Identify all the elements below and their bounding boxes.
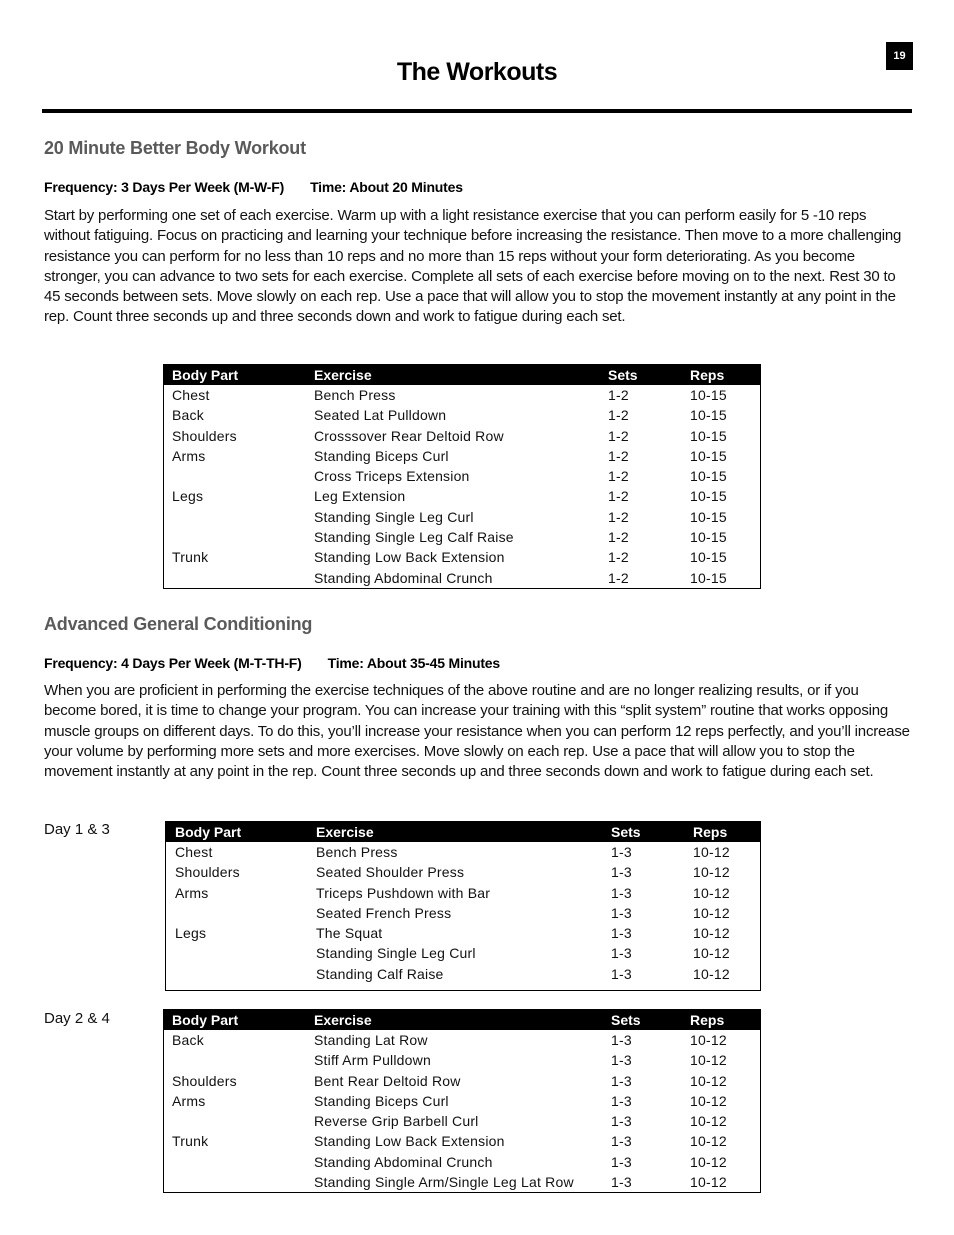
cell-exercise: Bench Press xyxy=(314,387,396,403)
header-reps: Reps xyxy=(690,1012,725,1028)
cell-reps: 10-12 xyxy=(690,1174,727,1191)
cell-reps: 10-12 xyxy=(693,965,730,982)
cell-reps: 10-12 xyxy=(690,1052,727,1069)
table-body xyxy=(166,842,760,984)
title-divider xyxy=(42,109,912,113)
cell-exercise: Standing Biceps Curl xyxy=(314,1092,449,1109)
table-row xyxy=(164,1050,760,1070)
cell-body-part: Trunk xyxy=(172,549,209,566)
header-exercise: Exercise xyxy=(314,1012,372,1028)
header-sets: Sets xyxy=(608,367,638,383)
table-header-row xyxy=(164,365,760,385)
table-body xyxy=(164,1030,760,1192)
table-row xyxy=(166,964,760,984)
day-label-1-3: Day 1 & 3 xyxy=(44,821,110,838)
cell-exercise: Standing Low Back Extension xyxy=(314,1133,505,1150)
header-exercise: Exercise xyxy=(314,367,372,383)
cell-exercise: Bent Rear Deltoid Row xyxy=(314,1072,461,1089)
cell-sets: 1-3 xyxy=(611,965,632,982)
table-row xyxy=(166,903,760,923)
cell-reps: 10-15 xyxy=(690,447,727,464)
table-body xyxy=(164,385,760,588)
cell-sets: 1-2 xyxy=(608,407,629,424)
time-text: Time: About 35-45 Minutes xyxy=(327,655,500,671)
cell-reps: 10-15 xyxy=(690,387,727,403)
cell-body-part: Legs xyxy=(172,488,204,505)
table-row xyxy=(164,1152,760,1172)
header-body-part: Body Part xyxy=(172,1012,239,1028)
cell-reps: 10-15 xyxy=(690,488,727,505)
cell-body-part: Shoulders xyxy=(175,864,240,881)
table-row xyxy=(164,1071,760,1091)
table-row xyxy=(164,507,760,527)
table-row xyxy=(164,1111,760,1131)
table-header-row xyxy=(164,1010,760,1030)
section-title-advanced: Advanced General Conditioning xyxy=(44,614,313,634)
frequency-text: Frequency: 3 Days Per Week (M-W-F) xyxy=(44,179,285,195)
cell-sets: 1-2 xyxy=(608,508,629,525)
header-reps: Reps xyxy=(690,367,725,383)
cell-body-part: Arms xyxy=(172,447,206,464)
cell-body-part: Legs xyxy=(175,925,207,942)
workout-table-day-1-3 xyxy=(165,821,761,991)
cell-body-part: Back xyxy=(172,407,204,424)
header-exercise: Exercise xyxy=(316,824,374,840)
workout-table-better-body xyxy=(163,364,761,589)
cell-exercise: Standing Low Back Extension xyxy=(314,549,505,566)
cell-body-part: Back xyxy=(172,1032,204,1048)
table-row xyxy=(166,943,760,963)
workout-table-day-2-4 xyxy=(163,1009,761,1193)
cell-reps: 10-15 xyxy=(690,508,727,525)
cell-reps: 10-12 xyxy=(690,1153,727,1170)
cell-sets: 1-3 xyxy=(611,844,632,860)
table-row xyxy=(166,842,760,862)
cell-body-part: Chest xyxy=(175,844,213,860)
cell-sets: 1-2 xyxy=(608,488,629,505)
section-title-better-body: 20 Minute Better Body Workout xyxy=(44,138,306,158)
cell-exercise: Reverse Grip Barbell Curl xyxy=(314,1113,479,1130)
header-sets: Sets xyxy=(611,824,641,840)
cell-sets: 1-2 xyxy=(608,447,629,464)
table-row xyxy=(164,1091,760,1111)
cell-exercise: Standing Abdominal Crunch xyxy=(314,569,493,586)
header-body-part: Body Part xyxy=(172,367,239,383)
cell-sets: 1-3 xyxy=(611,1072,632,1089)
cell-reps: 10-15 xyxy=(690,407,727,424)
cell-exercise: Standing Single Leg Curl xyxy=(316,945,476,962)
cell-sets: 1-3 xyxy=(611,904,632,921)
cell-exercise: The Squat xyxy=(316,925,383,942)
cell-exercise: Standing Single Leg Calf Raise xyxy=(314,529,514,546)
cell-reps: 10-15 xyxy=(690,549,727,566)
cell-reps: 10-12 xyxy=(693,884,730,901)
cell-exercise: Standing Calf Raise xyxy=(316,965,444,982)
cell-reps: 10-15 xyxy=(690,569,727,586)
header-sets: Sets xyxy=(611,1012,641,1028)
table-row xyxy=(164,466,760,486)
cell-exercise: Standing Abdominal Crunch xyxy=(314,1153,493,1170)
cell-reps: 10-12 xyxy=(690,1032,727,1048)
table-row xyxy=(164,547,760,567)
cell-sets: 1-3 xyxy=(611,1032,632,1048)
cell-exercise: Seated French Press xyxy=(316,904,452,921)
cell-sets: 1-3 xyxy=(611,945,632,962)
cell-reps: 10-12 xyxy=(693,904,730,921)
cell-sets: 1-3 xyxy=(611,1133,632,1150)
cell-sets: 1-2 xyxy=(608,569,629,586)
cell-body-part: Arms xyxy=(175,884,209,901)
cell-exercise: Standing Lat Row xyxy=(314,1032,428,1048)
cell-sets: 1-3 xyxy=(611,1153,632,1170)
cell-exercise: Crosssover Rear Deltoid Row xyxy=(314,427,504,444)
section-paragraph: When you are proficient in performing the exercise techniques of the above routine and are no longer realizing results, or if you become bored, it is time to change your program. You can increase your training with this “split system” routine that works opposing muscle groups on different days. To do this, you’ll increase your resistance when you can perform 12 reps perfectly, and you’ll increase your volume by performing more sets and more exercises. Move slowly on each rep. Use a pace that will allow you to stop the movement instantly at any point in the rep. Count three seconds up and three seconds down and work to fatigue during each set. xyxy=(44,682,910,781)
cell-sets: 1-3 xyxy=(611,1092,632,1109)
cell-exercise: Bench Press xyxy=(316,844,398,860)
cell-reps: 10-12 xyxy=(690,1072,727,1089)
page-number: 19 xyxy=(886,42,913,70)
cell-reps: 10-12 xyxy=(690,1133,727,1150)
cell-body-part: Trunk xyxy=(172,1133,209,1150)
table-row xyxy=(164,1131,760,1151)
page-title: The Workouts xyxy=(396,58,558,86)
header-reps: Reps xyxy=(693,824,728,840)
cell-exercise: Triceps Pushdown with Bar xyxy=(316,884,491,901)
header-body-part: Body Part xyxy=(175,824,242,840)
frequency-line xyxy=(44,179,463,195)
table-row xyxy=(166,883,760,903)
cell-exercise: Standing Single Leg Curl xyxy=(314,508,474,525)
cell-reps: 10-12 xyxy=(693,945,730,962)
day-label-2-4: Day 2 & 4 xyxy=(44,1010,110,1027)
cell-exercise: Leg Extension xyxy=(314,488,406,505)
cell-exercise: Standing Single Arm/Single Leg Lat Row xyxy=(314,1174,574,1191)
cell-exercise: Cross Triceps Extension xyxy=(314,468,470,485)
table-row xyxy=(166,923,760,943)
cell-body-part: Shoulders xyxy=(172,427,237,444)
cell-sets: 1-2 xyxy=(608,427,629,444)
cell-sets: 1-3 xyxy=(611,864,632,881)
frequency-line xyxy=(44,655,500,671)
cell-reps: 10-12 xyxy=(690,1092,727,1109)
cell-sets: 1-3 xyxy=(611,1174,632,1191)
table-row xyxy=(164,486,760,506)
cell-reps: 10-15 xyxy=(690,427,727,444)
cell-reps: 10-12 xyxy=(693,864,730,881)
cell-exercise: Seated Lat Pulldown xyxy=(314,407,447,424)
cell-sets: 1-3 xyxy=(611,1113,632,1130)
cell-sets: 1-2 xyxy=(608,387,629,403)
table-row xyxy=(164,405,760,425)
table-row xyxy=(164,1030,760,1050)
table-row xyxy=(164,426,760,446)
cell-exercise: Standing Biceps Curl xyxy=(314,447,449,464)
time-text: Time: About 20 Minutes xyxy=(310,179,463,195)
cell-sets: 1-3 xyxy=(611,884,632,901)
table-row xyxy=(166,862,760,882)
cell-exercise: Stiff Arm Pulldown xyxy=(314,1052,431,1069)
cell-reps: 10-12 xyxy=(690,1113,727,1130)
cell-sets: 1-3 xyxy=(611,1052,632,1069)
cell-reps: 10-12 xyxy=(693,844,730,860)
cell-body-part: Shoulders xyxy=(172,1072,237,1089)
cell-reps: 10-12 xyxy=(693,925,730,942)
cell-body-part: Chest xyxy=(172,387,210,403)
section-paragraph: Start by performing one set of each exercise. Warm up with a light resistance exercise that you can perform easily for 5 -10 reps without fatiguing. Focus on practicing and learning your technique before increasing the resistance. Then move to a more challenging resistance you can perform for no less than 10 reps and no more than 15 reps without your form deteriorating. As you become stronger, you can advance to two sets for each exercise. Complete all sets of each exercise before moving on to the next. Rest 30 to 45 seconds between sets. Move slowly on each rep. Use a pace that will allow you to stop the movement instantly at any point in the rep. Count three seconds up and three seconds down and work to fatigue during each set. xyxy=(44,207,902,326)
table-header-row xyxy=(166,822,760,842)
cell-sets: 1-3 xyxy=(611,925,632,942)
cell-exercise: Seated Shoulder Press xyxy=(316,864,465,881)
table-row xyxy=(164,446,760,466)
frequency-text: Frequency: 4 Days Per Week (M-T-TH-F) xyxy=(44,655,302,671)
cell-body-part: Arms xyxy=(172,1092,206,1109)
cell-sets: 1-2 xyxy=(608,549,629,566)
cell-sets: 1-2 xyxy=(608,529,629,546)
cell-reps: 10-15 xyxy=(690,468,727,485)
table-row xyxy=(164,1172,760,1192)
table-row xyxy=(164,527,760,547)
cell-reps: 10-15 xyxy=(690,529,727,546)
table-row xyxy=(164,568,760,588)
table-row xyxy=(164,385,760,405)
cell-sets: 1-2 xyxy=(608,468,629,485)
